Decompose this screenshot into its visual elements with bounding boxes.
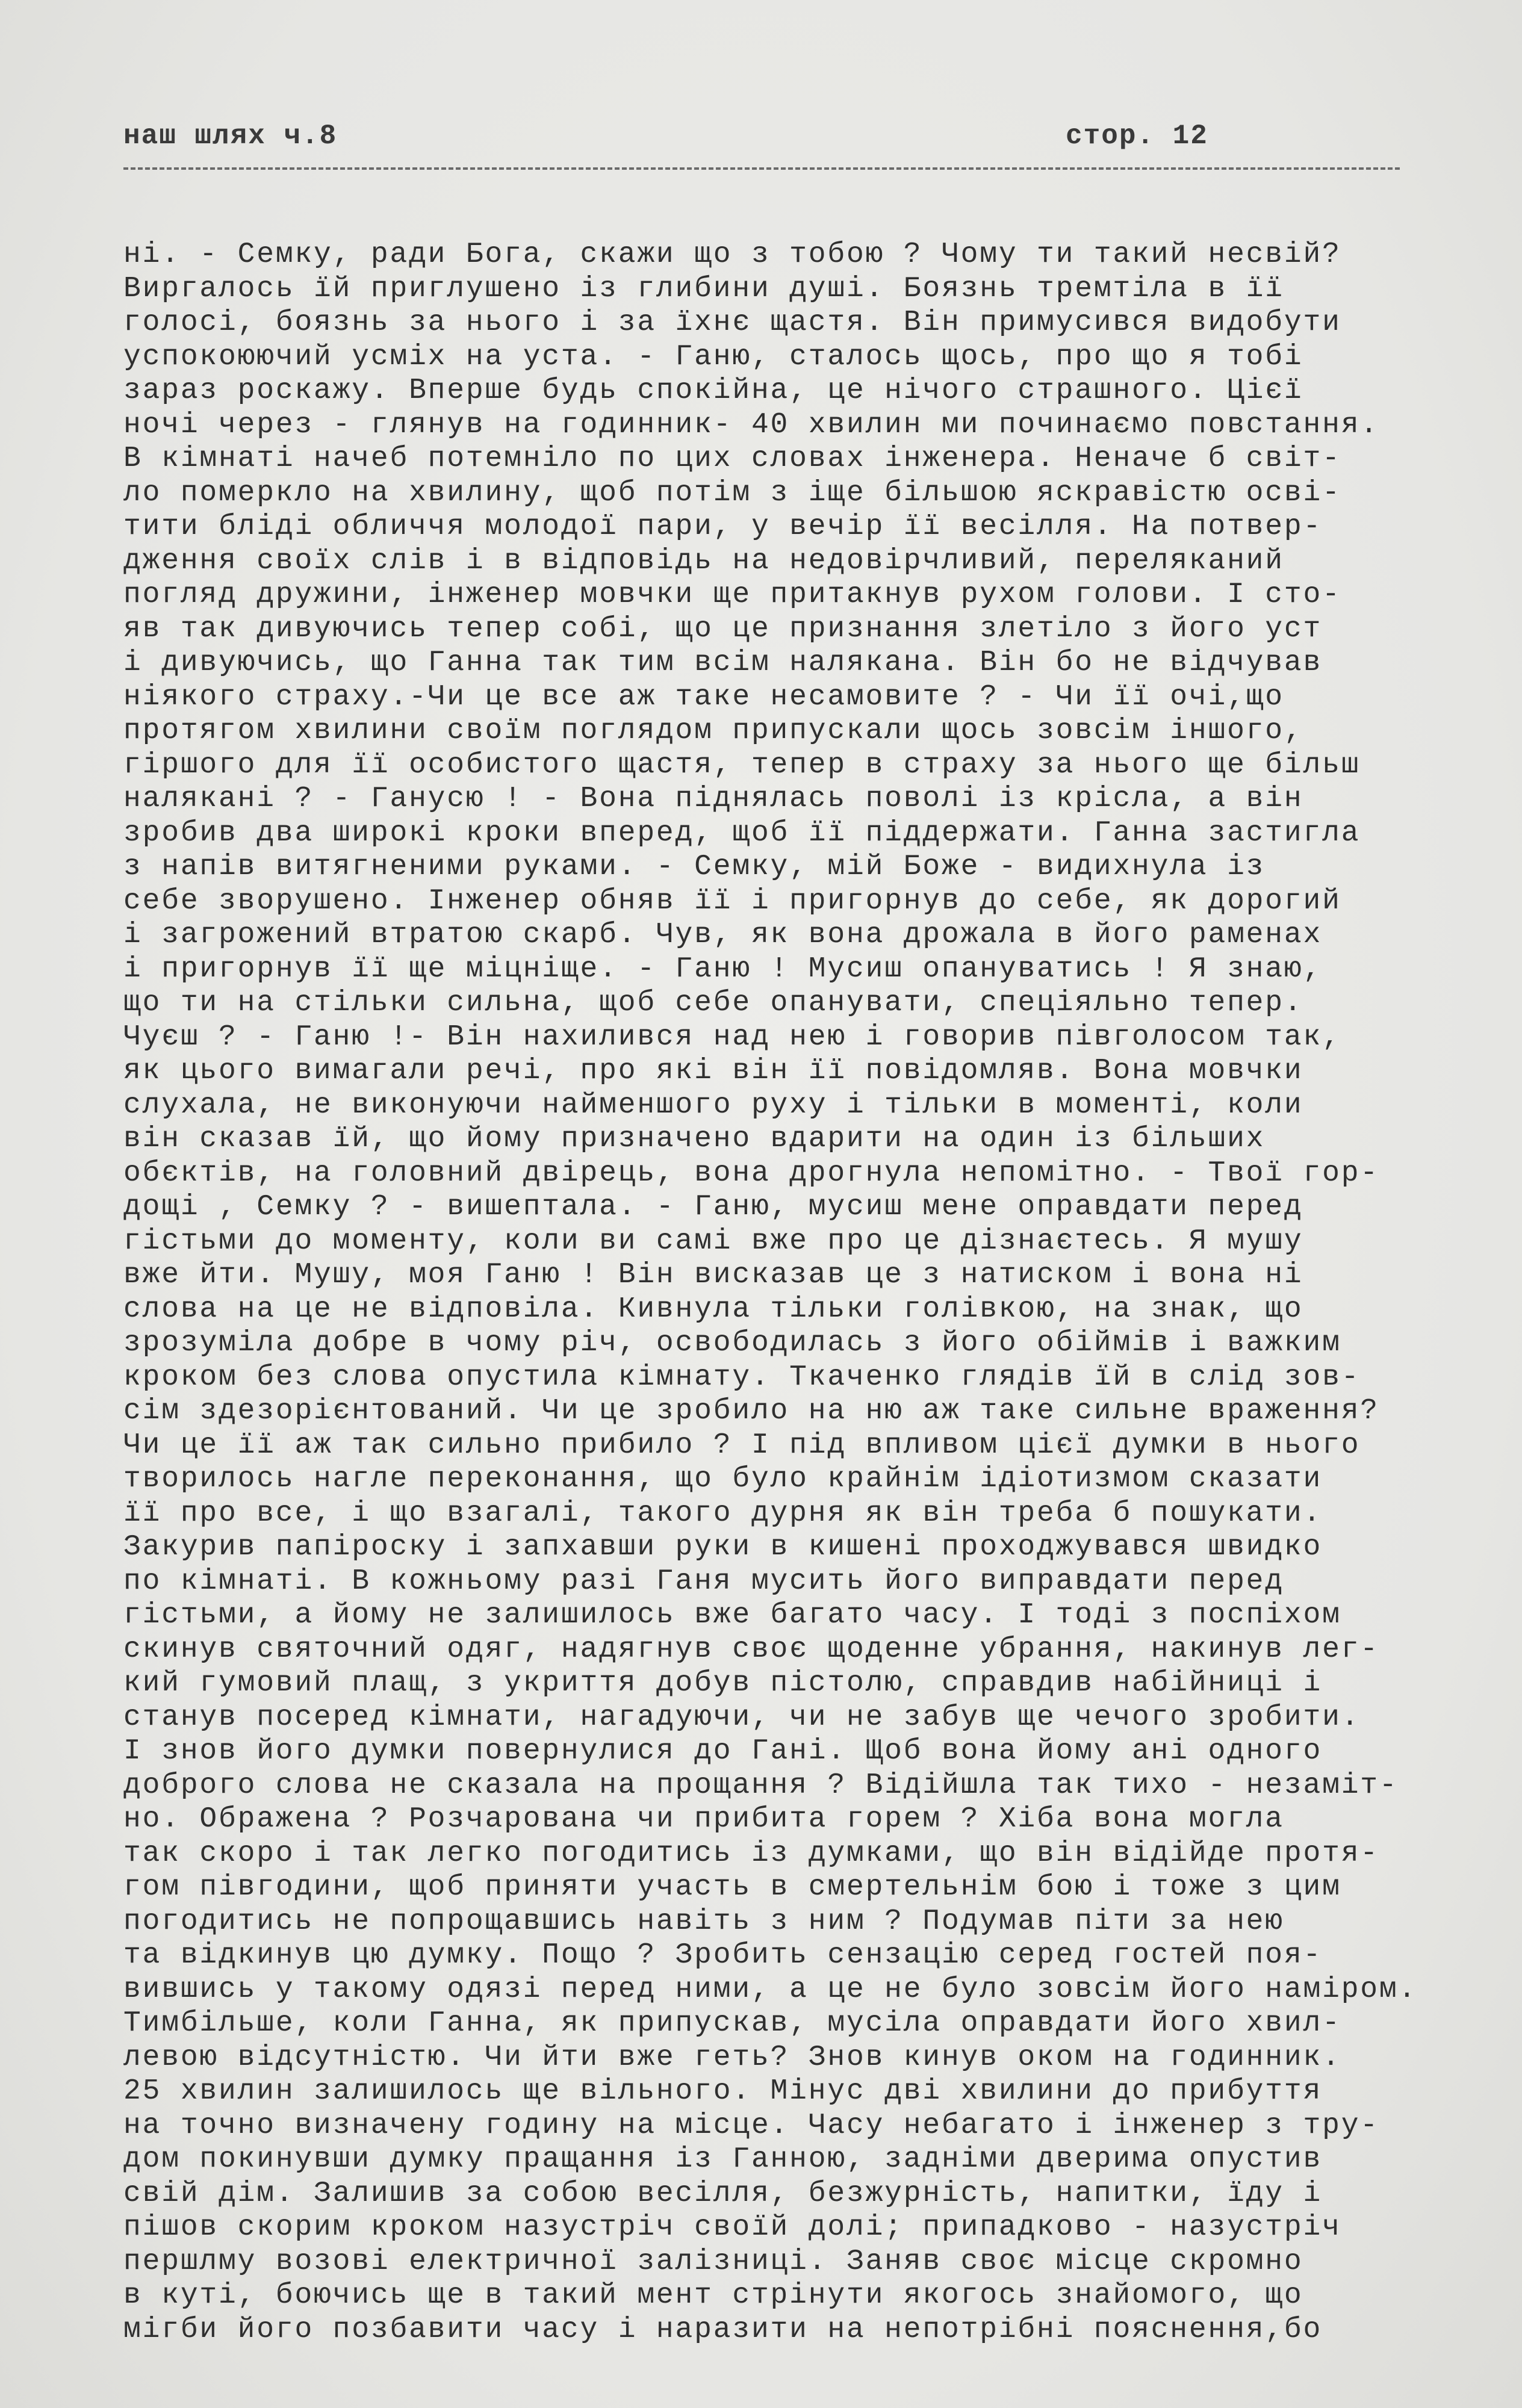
text-line: себе зворушено. Інженер обняв її і пригорнув до себе, як дорогий [123,884,1341,917]
text-line: по кімнаті. В кожньому разі Ганя мусить його виправдати перед [123,1565,1284,1598]
text-line: він сказав їй, що йому призначено вдарити на один із більших [123,1123,1266,1155]
text-line: Виргалось їй приглушено із глибини душі. Боязнь тремтіла в її [123,272,1284,305]
text-line: дощі , Семку ? - вишептала. - Ганю, мусиш мене оправдати перед [123,1191,1303,1223]
text-line: погляд дружини, інженер мовчки ще притакнув рухом голови. І сто- [123,579,1341,611]
text-line: слова на це не відповіла. Кивнула тільки голівкою, на знак, що [123,1292,1303,1326]
text-line: зрозуміла добре в чому річ, освободилась з його обіймів і важким [123,1327,1341,1359]
text-line: Чуєш ? - Ганю !- Він нахилився над нею і говорив півголосом так, [123,1020,1341,1054]
text-line: ні. - Семку, ради Бога, скажи що з тобою ? Чому ти такий несвій? [123,238,1341,271]
text-line: успокоюючий усміх на уста. - Ганю, сталось щось, про що я тобі [123,340,1303,373]
text-line: ло померкло на хвилину, щоб потім з іще більшою яскравістю осві- [123,476,1341,509]
text-line: обєктів, на головний двірець, вона дрогнула непомітно. - Твої гор- [123,1156,1379,1190]
text-line: голосі, боязнь за нього і за їхнє щастя. Він примусився видобути [123,306,1341,339]
text-line: в куті, боючись ще в такий мент стрінути якогось знайомого, що [123,2279,1303,2312]
text-line: ніякого страху.-Чи це все аж таке несамовите ? - Чи її очі,що [123,680,1284,713]
text-line: і дивуючись, що Ганна так тим всім налякана. Він бо не відчував [123,647,1323,679]
page-header [123,120,1358,163]
text-line: на точно визначену годину на місце. Часу небагато і інженер з тру- [123,2109,1379,2142]
text-line: погодитись не попрощавшись навіть з ним ? Подумав піти за нею [123,1905,1284,1938]
text-line: кроком без слова опустила кімнату. Ткаченко глядів їй в слід зов- [123,1361,1361,1394]
text-line: доброго слова не сказала на прощання ? Відійшла так тихо - незаміт- [123,1769,1399,1802]
text-line: її про все, і що взагалі, такого дурня як він треба б пошукати. [123,1497,1323,1530]
text-line: вже йти. Мушу, моя Ганю ! Він висказав це з натиском і вона ні [123,1259,1303,1291]
text-line: і пригорнув її ще міцніще. - Ганю ! Мусиш опануватись ! Я знаю, [123,952,1323,985]
text-line: гіршого для її особистого щастя, тепер в страху за нього ще більш [123,748,1361,781]
text-line: що ти на стільки сильна, щоб себе опанувати, спеціяльно тепер. [123,987,1303,1019]
text-line: та відкинув цю думку. Пощо ? Зробить сензацію серед гостей поя- [123,1939,1323,1972]
text-line: В кімнаті начеб потемніло по цих словах інженера. Неначе б світ- [123,442,1341,475]
text-line: свій дім. Залишив за собою весілля, безжурність, напитки, їду і [123,2177,1323,2210]
text-line: дом покинувши думку пращання із Ганною, задніми дверима опустив [123,2143,1323,2176]
text-line: зробив два широкі кроки вперед, щоб її піддержати. Ганна застигла [123,816,1361,849]
text-line: скинув святочний одяг, надягнув своє щоденне убрання, накинув лег- [123,1633,1379,1666]
text-line: протягом хвилини своїм поглядом припускали щось зовсім іншого, [123,715,1303,747]
text-line: гістьми до моменту, коли ви самі вже про це дізнаєтесь. Я мушу [123,1224,1303,1258]
text-line: зараз роскажу. Вперше будь спокійна, це нічого страшного. Цієї [123,374,1303,407]
text-line: Тимбільше, коли Ганна, як припускав, мусіла оправдати його хвил- [123,2007,1341,2040]
text-line: 25 хвилин залишилось ще вільного. Мінус дві хвилини до прибуття [123,2075,1323,2108]
text-line: Чи це її аж так сильно прибило ? І під впливом цієї думки в нього [123,1429,1361,1462]
text-line: но. Ображена ? Розчарована чи прибита горем ? Хіба вона могла [123,1803,1284,1835]
text-line: ночі через - глянув на годинник- 40 хвилин ми починаємо повстання. [123,408,1379,441]
text-line: яв так дивуючись тепер собі, що це признання злетіло з його уст [123,612,1323,645]
text-line: гістьми, а йому не залишилось вже багато часу. І тоді з поспіхом [123,1599,1341,1631]
text-line: дження своїх слів і в відповідь на недовірчливий, переляканий [123,544,1284,577]
text-line: І знов його думки повернулися до Гані. Щоб вона йому ані одного [123,1735,1323,1767]
text-line: Закурив папіроску і запхавши руки в кишені проходжувався швидко [123,1531,1323,1563]
text-line: сім здезорієнтований. Чи це зробило на ню аж таке сильне враження? [123,1395,1379,1427]
text-line: гом півгодини, щоб приняти участь в смертельнім бою і тоже з цим [123,1871,1341,1904]
text-line: левою відсутністю. Чи йти вже геть? Знов кинув оком на годинник. [123,2041,1341,2074]
text-line: мігби його позбавити часу і наразити на непотрібні пояснення,бо [123,2313,1323,2346]
text-line: налякані ? - Ганусю ! - Вона піднялась поволі із крісла, а він [123,783,1303,815]
text-line: і загрожений втратою скарб. Чув, як вона дрожала в його раменах [123,919,1323,951]
publication-issue: наш шлях ч.8 [123,120,338,152]
body-text [123,238,1508,2347]
header-divider [123,167,1400,170]
text-line: першлму возові електричної залізниці. Заняв своє місце скромно [123,2245,1303,2278]
text-line: тити бліді обличчя молодої пари, у вечір її весілля. На потвер- [123,510,1323,543]
text-line: слухала, не виконуючи найменшого руху і тільки в моменті, коли [123,1088,1303,1122]
text-line: так скоро і так легко погодитись із думками, що він відійде протя- [123,1837,1379,1870]
text-line: творилось нагле переконання, що було крайнім ідіотизмом сказати [123,1463,1323,1495]
text-line: пішов скорим кроком назустріч своїй долі; припадково - назустріч [123,2211,1341,2244]
text-line: вившись у такому одязі перед ними, а це не було зовсім його наміром. [123,1973,1418,2006]
text-line: станув посеред кімнати, нагадуючи, чи не забув ще чечого зробити. [123,1701,1361,1734]
text-line: як цього вимагали речі, про які він її повідомляв. Вона мовчки [123,1055,1303,1087]
text-line: з напів витягненими руками. - Семку, мій Боже - видихнула із [123,851,1266,883]
text-line: кий гумовий плащ, з укриття добув пістолю, справдив набійниці і [123,1667,1323,1699]
page-number: стор. 12 [1066,120,1208,152]
